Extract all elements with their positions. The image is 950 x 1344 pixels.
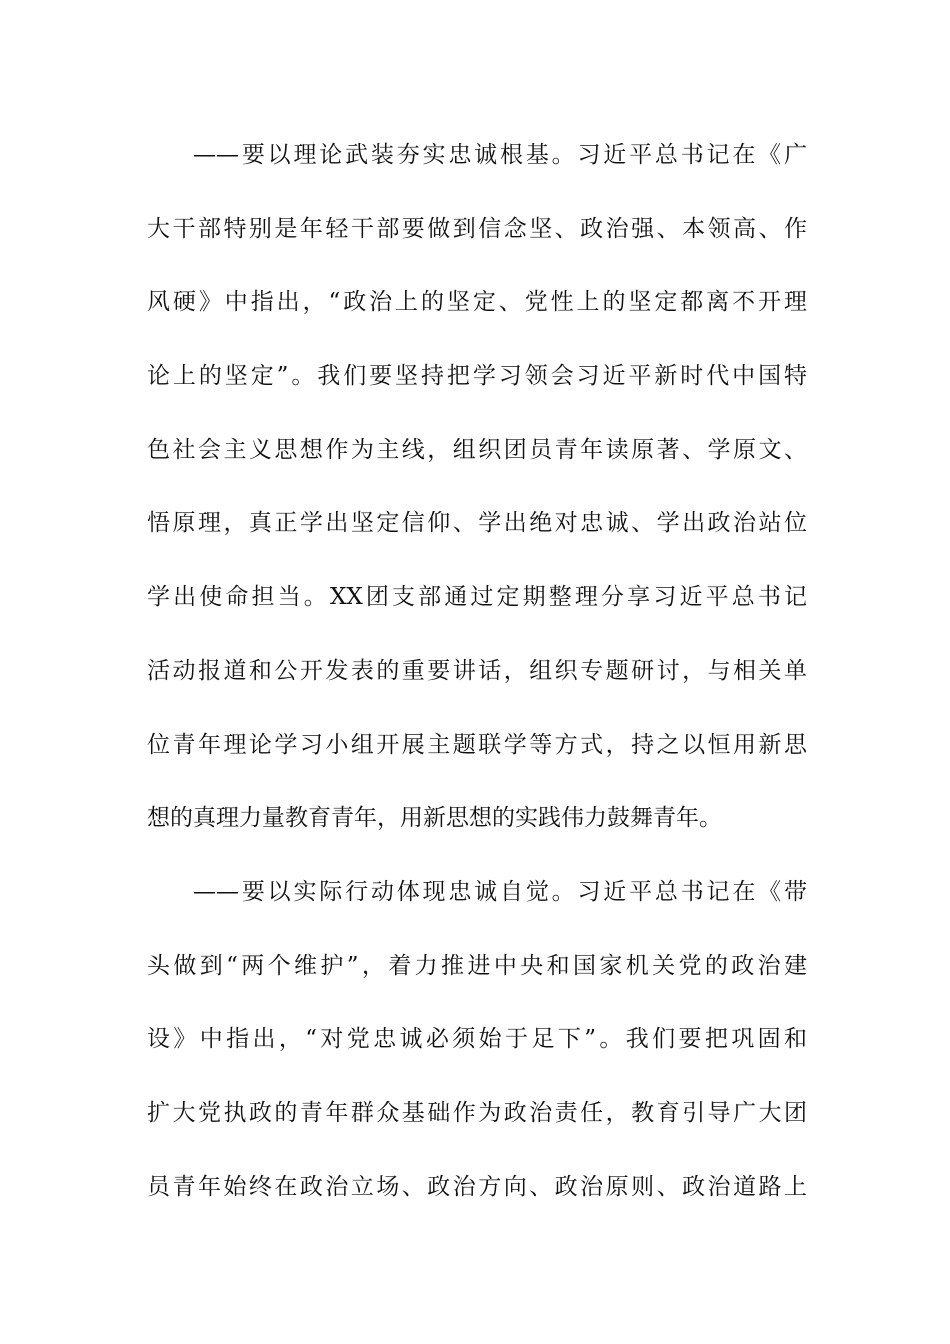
- paragraph-2-line-4: 扩大党执政的青年群众基础作为政治责任，教育引导广大团: [147, 1099, 807, 1126]
- paragraph-1-line-8: 活动报道和公开发表的重要讲话，组织专题研讨，与相关单: [147, 657, 807, 684]
- paragraph-1-line-2: 大干部特别是年轻干部要做到信念坚、政治强、本领高、作: [147, 215, 807, 242]
- paragraph-2-line-2: 头做到“两个维护”，着力推进中央和国家机关党的政治建: [147, 952, 807, 979]
- paragraph-1-line-5: 色社会主义思想作为主线，组织团员青年读原著、学原文、: [147, 436, 807, 463]
- paragraph-1-line-10: 想的真理力量教育青年，用新思想的实践伟力鼓舞青年。: [147, 805, 722, 832]
- document-body: [147, 133, 807, 1238]
- paragraph-2-line-1: ——要以实际行动体现忠诚自觉。习近平总书记在《带: [193, 878, 807, 905]
- paragraph-1-line-1: ——要以理论武装夯实忠诚根基。习近平总书记在《广: [193, 142, 807, 168]
- paragraph-1-line-9: 位青年理论学习小组开展主题联学等方式，持之以恒用新思: [147, 731, 807, 758]
- paragraph-1-line-7: 学出使命担当。XX团支部通过定期整理分享习近平总书记: [147, 584, 807, 611]
- paragraph-1-line-6: 悟原理，真正学出坚定信仰、学出绝对忠诚、学出政治站位: [147, 510, 807, 537]
- paragraph-2-line-3: 设》中指出，“对党忠诚必须始于足下”。我们要把巩固和: [147, 1026, 807, 1053]
- paragraph-1-line-4: 论上的坚定”。我们要坚持把学习领会习近平新时代中国特: [147, 363, 807, 390]
- paragraph-1-line-3: 风硬》中指出，“政治上的坚定、党性上的坚定都离不开理: [147, 289, 807, 316]
- paragraph-2-line-5: 员青年始终在政治立场、政治方向、政治原则、政治道路上: [147, 1173, 807, 1200]
